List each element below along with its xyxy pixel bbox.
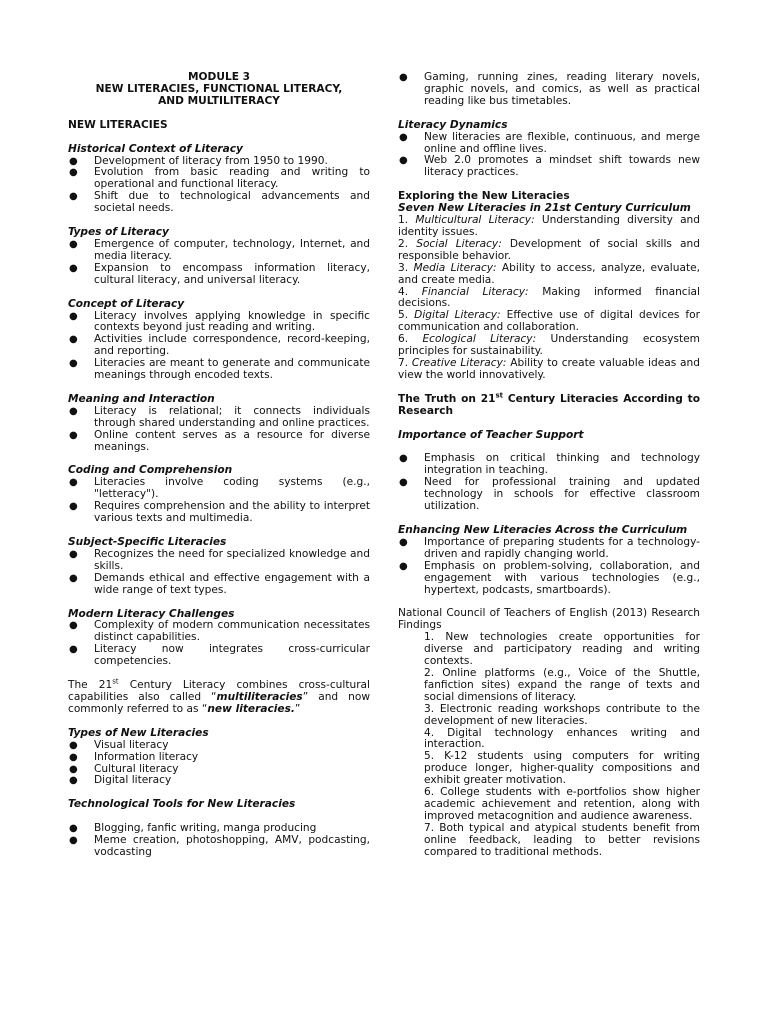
list-teacher-support xyxy=(398,453,700,513)
list-item: ● Web 2.0 promotes a mindset shift towards new literacy practices. xyxy=(398,155,700,179)
emphasis-multiliteracies: multiliteracies xyxy=(216,690,303,703)
list-item: ● Requires comprehension and the ability to interpret various texts and multimedia. xyxy=(68,501,370,525)
list-item: 2. Online platforms (e.g., Voice of the Shuttle, fanfiction sites) expand the range of texts and social dimensions of literacy. xyxy=(424,666,700,703)
heading-historical-context: Historical Context of Literacy xyxy=(68,142,243,155)
item-description: Understanding ecosystem principles for sustainability. xyxy=(398,333,700,358)
item-number: 4. xyxy=(398,285,422,298)
list-item: ● Literacy is relational; it connects individuals through shared understanding and online practices. xyxy=(68,406,370,430)
list-seven-literacies xyxy=(398,215,700,382)
list-meaning-interaction xyxy=(68,406,370,454)
item-term: Creative Literacy: xyxy=(411,356,507,369)
emphasis-new-literacies: new literacies. xyxy=(207,702,295,715)
list-item xyxy=(398,239,700,263)
list-modern-challenges xyxy=(68,620,370,668)
list-item: ● Expansion to encompass information literacy, cultural literacy, and universal literacy. xyxy=(68,263,370,287)
list-item: 3. Electronic reading workshops contribute to the development of new literacies. xyxy=(424,702,700,727)
list-item: ● Evolution from basic reading and writing to operational and functional literacy. xyxy=(68,167,370,191)
heading-technological-tools: Technological Tools for New Literacies xyxy=(68,798,296,811)
list-item: ● Literacy involves applying knowledge in specific contexts beyond just reading and writing. xyxy=(68,311,370,335)
list-item: ● Emphasis on problem-solving, collaboration, and engagement with various technologies (e.g., hypertext, podcasts, smartboards). xyxy=(398,561,700,597)
list-item: ● Visual literacy xyxy=(68,740,370,752)
item-number: 3. xyxy=(398,261,414,274)
list-item: ● Complexity of modern communication necessitates distinct capabilities. xyxy=(68,620,370,644)
list-item: ● Literacy now integrates cross-curricular competencies. xyxy=(68,644,370,668)
superscript: st xyxy=(112,677,119,686)
right-column xyxy=(398,72,700,858)
item-number: 7. xyxy=(398,356,412,369)
heading-literacy-dynamics: Literacy Dynamics xyxy=(398,118,508,131)
list-item: ● Recognizes the need for specialized knowledge and skills. xyxy=(68,549,370,573)
list-types-new-literacies xyxy=(68,740,370,788)
heading-truth-on-literacies xyxy=(398,391,700,418)
list-item: ● Digital literacy xyxy=(68,775,370,787)
list-item xyxy=(398,358,700,382)
list-concept-of-literacy xyxy=(68,311,370,382)
list-item xyxy=(398,263,700,287)
list-enhancing-literacies xyxy=(398,537,700,597)
module-title: MODULE 3 xyxy=(188,71,250,83)
left-column xyxy=(68,72,370,859)
list-coding-comprehension xyxy=(68,477,370,525)
list-item: ● Information literacy xyxy=(68,752,370,764)
paragraph-text: Century Literacy combines cross-cultural capabilities also called “ xyxy=(68,679,370,703)
item-description: Ability to create valuable ideas and view the world innovatively. xyxy=(398,356,700,381)
item-term: Media Literacy: xyxy=(413,261,497,274)
superscript: st xyxy=(495,391,504,400)
list-item: ● Cultural literacy xyxy=(68,764,370,776)
list-item: ● Demands ethical and effective engagement with a wide range of text types. xyxy=(68,573,370,597)
list-item: ● Importance of preparing students for a technology-driven and rapidly changing world. xyxy=(398,537,700,561)
list-technological-tools-continued xyxy=(398,72,700,108)
heading-types-new-literacies: Types of New Literacies xyxy=(68,726,209,739)
list-item: ● Emergence of computer, technology, Internet, and media literacy. xyxy=(68,239,370,263)
item-term: Financial Literacy: xyxy=(421,285,529,298)
item-term: Ecological Literacy: xyxy=(422,333,537,346)
list-technological-tools xyxy=(68,823,370,859)
list-item: ● Development of literacy from 1950 to 1990. xyxy=(68,156,370,168)
module-subtitle-line2: AND MULTILITERACY xyxy=(158,94,280,107)
list-item: 5. K-12 students using computers for writing produce longer, higher-quality compositions and exhibit greater motivation. xyxy=(424,750,700,787)
list-item xyxy=(398,215,700,239)
list-item: ● Literacies involve coding systems (e.g., "letteracy"). xyxy=(68,477,370,501)
list-item: ● Blogging, fanfic writing, manga producing xyxy=(68,823,370,835)
list-item: ● Online content serves as a resource for diverse meanings. xyxy=(68,430,370,454)
list-item: 4. Digital technology enhances writing and interaction. xyxy=(424,726,700,751)
list-item: 6. College students with e-portfolios show higher academic achievement and retention, along with improved metacognition and audience awareness. xyxy=(424,786,700,822)
list-subject-specific xyxy=(68,549,370,597)
heading-exploring-new-literacies: Exploring the New Literacies xyxy=(398,190,570,203)
list-item xyxy=(398,334,700,358)
list-item: ● Shift due to technological advancements and societal needs. xyxy=(68,191,370,215)
heading-meaning-interaction: Meaning and Interaction xyxy=(68,392,215,405)
list-types-of-literacy xyxy=(68,239,370,287)
list-item: ● Meme creation, photoshopping, AMV, podcasting, vodcasting xyxy=(68,835,370,859)
item-term: Multicultural Literacy: xyxy=(415,214,535,227)
heading-types-of-literacy: Types of Literacy xyxy=(68,226,169,239)
heading-modern-challenges: Modern Literacy Challenges xyxy=(68,607,235,620)
heading-subject-specific: Subject-Specific Literacies xyxy=(68,536,227,548)
heading-teacher-support: Importance of Teacher Support xyxy=(398,428,584,441)
heading-enhancing-literacies: Enhancing New Literacies Across the Curriculum xyxy=(398,524,688,536)
item-description: Making informed financial decisions. xyxy=(398,285,700,310)
heading-coding-comprehension: Coding and Comprehension xyxy=(68,464,233,477)
item-description: Effective use of digital devices for communication and collaboration. xyxy=(398,309,700,334)
list-item: ● New literacies are flexible, continuous, and merge online and offline lives. xyxy=(398,132,700,156)
list-literacy-dynamics xyxy=(398,132,700,180)
list-item: ● Need for professional training and updated technology in schools for effective classroom utilization. xyxy=(398,477,700,513)
paragraph-text: ” xyxy=(294,702,301,715)
item-description: Understanding diversity and identity issues. xyxy=(398,214,700,238)
list-item: ● Literacies are meant to generate and communicate meanings through encoded texts. xyxy=(68,358,370,382)
item-description: Ability to access, analyze, evaluate, and create media. xyxy=(398,261,700,286)
subheading-seven-new-literacies: Seven New Literacies in 21st Century Curriculum xyxy=(398,202,691,215)
item-term: Social Literacy: xyxy=(416,237,502,250)
paragraph-text: ” and now commonly referred to as “ xyxy=(68,690,370,715)
item-term: Digital Literacy: xyxy=(414,309,501,322)
item-number: 5. xyxy=(398,309,415,322)
list-historical-context xyxy=(68,156,370,216)
list-ncte-findings xyxy=(398,632,700,858)
heading-text: The Truth on 21 xyxy=(398,392,496,405)
list-item xyxy=(398,310,700,334)
paragraph-text: The 21 xyxy=(68,679,113,692)
item-description: Development of social skills and responsible behavior. xyxy=(398,237,700,262)
list-item: 7. Both typical and atypical students benefit from online feedback, leading to better revisions compared to traditional methods. xyxy=(424,821,700,858)
list-item: ● Activities include correspondence, record-keeping, and reporting. xyxy=(68,334,370,358)
list-item: ● Emphasis on critical thinking and technology integration in teaching. xyxy=(398,453,700,477)
section-heading-new-literacies: NEW LITERACIES xyxy=(68,118,168,131)
list-item: ● Gaming, running zines, reading literary novels, graphic novels, and comics, as well as practical reading like bus timetables. xyxy=(398,72,700,108)
paragraph-21st-century-literacy xyxy=(68,677,370,716)
heading-text: Century Literacies According to Research xyxy=(398,392,700,417)
item-number: 6. xyxy=(398,333,423,346)
list-item xyxy=(398,287,700,311)
heading-concept-of-literacy: Concept of Literacy xyxy=(68,297,185,310)
module-subtitle-line1: NEW LITERACIES, FUNCTIONAL LITERACY, xyxy=(95,82,343,95)
item-number: 1. xyxy=(398,214,416,227)
heading-ncte-findings: National Council of Teachers of English (2013) Research Findings xyxy=(398,607,700,632)
list-item: 1. New technologies create opportunities for diverse and participatory reading and writing contexts. xyxy=(424,631,700,668)
item-number: 2. xyxy=(398,237,417,250)
